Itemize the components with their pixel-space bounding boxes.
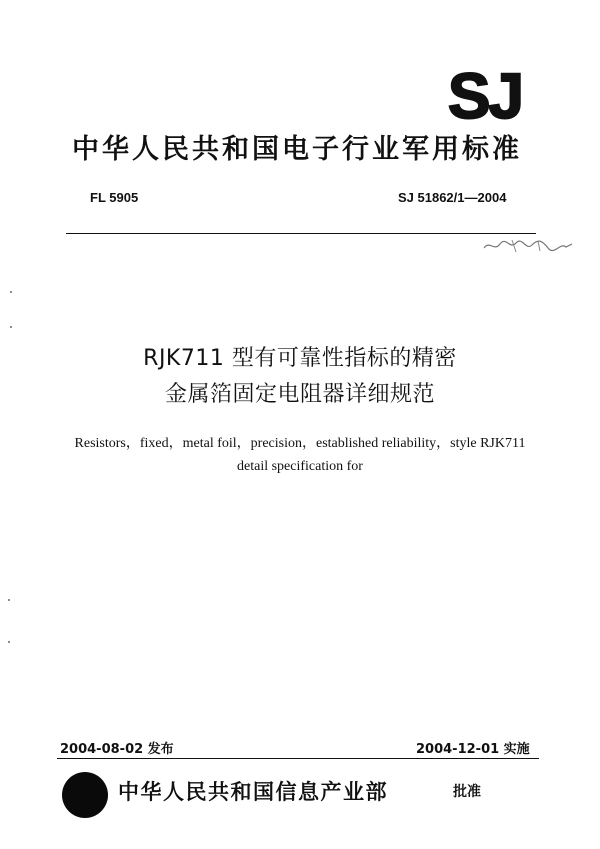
title-cn-line1: RJK711 型有可靠性指标的精密 [143, 346, 457, 371]
footer-divider [57, 758, 539, 759]
scan-speck [8, 641, 10, 643]
sj-logo-text: SJ [447, 62, 523, 124]
standard-number: SJ 51862/1—2004 [398, 190, 507, 205]
header-divider [66, 233, 536, 234]
scan-speck [10, 291, 12, 293]
title-en-line1: Resistors，fixed，metal foil，precision，established reliability，style RJK711 [74, 436, 526, 451]
scan-speck [10, 326, 12, 328]
ministry-seal-icon [62, 772, 108, 818]
classification-code: FL 5905 [90, 190, 139, 205]
sj-logo-mark [428, 62, 542, 124]
issuing-authority: 中华人民共和国信息产业部 [118, 780, 388, 804]
title-cn-line2: 金属箔固定电阻器详细规范 [164, 382, 435, 407]
org-title: 中华人民共和国电子行业军用标准 [72, 134, 522, 165]
sj-logo [428, 62, 542, 124]
implementation-date: 2004-12-01 实施 [416, 742, 530, 757]
handwritten-mark [482, 236, 574, 256]
issue-date: 2004-08-02 发布 [60, 742, 174, 757]
scan-speck [8, 599, 10, 601]
title-en-line2: detail specification for [237, 459, 363, 474]
approve-label: 批准 [453, 784, 481, 800]
